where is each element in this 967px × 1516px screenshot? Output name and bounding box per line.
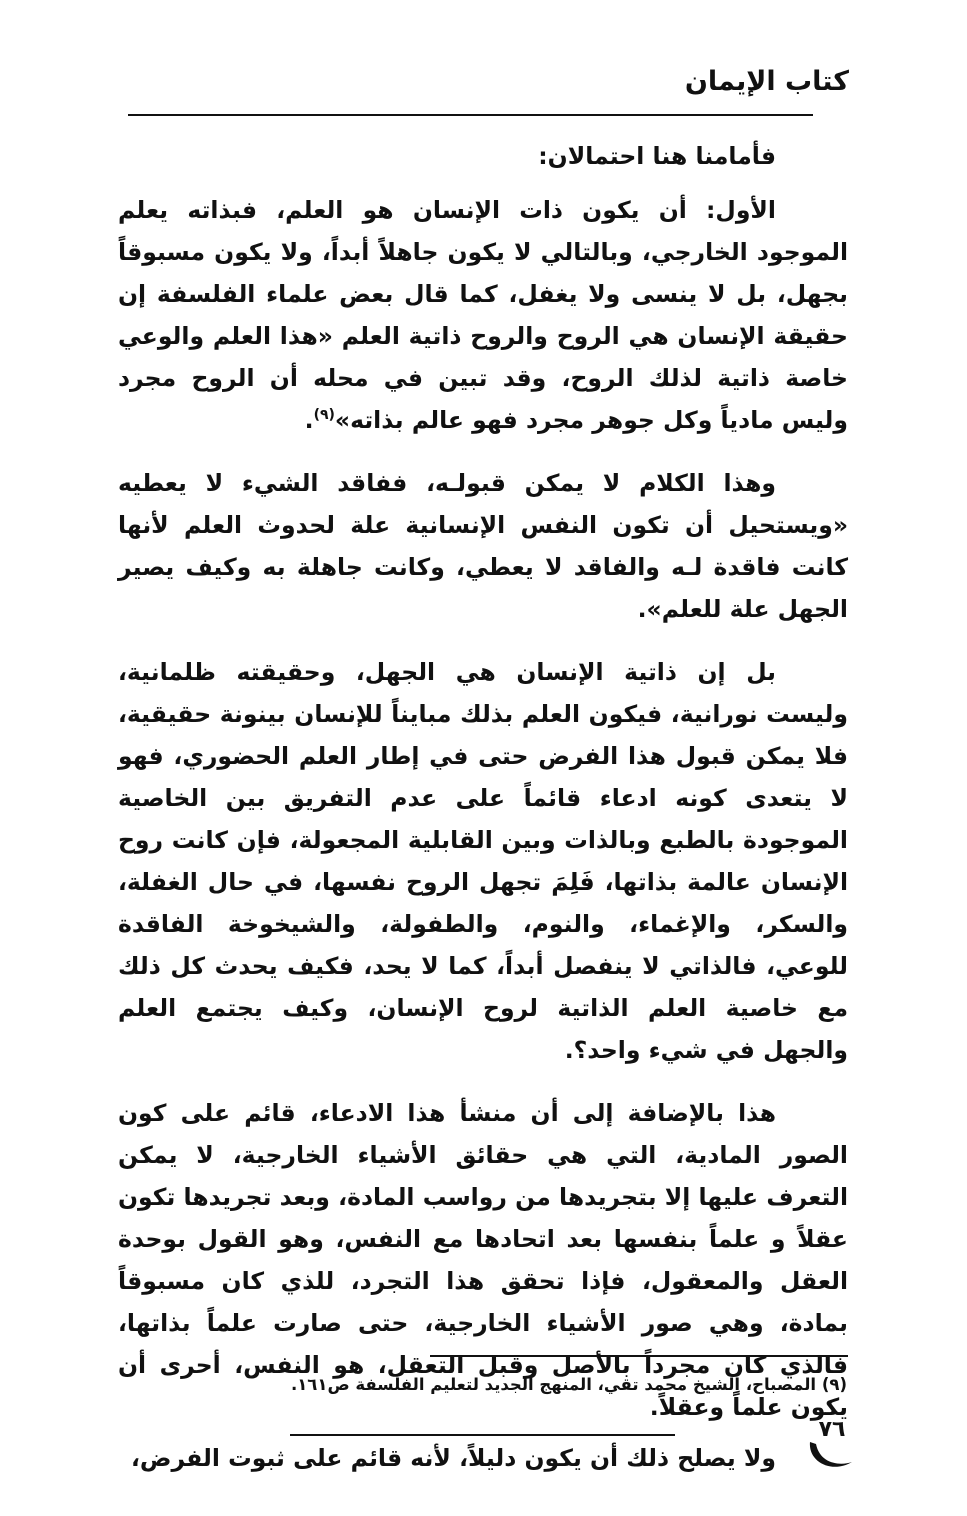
main-text [118, 135, 848, 1479]
footnote-divider [430, 1355, 848, 1357]
page-number: ٧٦ [818, 1417, 846, 1442]
footnote: (٩) المصباح، الشيخ محمد تقي، المنهج الجديد لتعليم الفلسفة ص١٦١. [290, 1375, 847, 1394]
footnote-reference: (٩) [313, 407, 335, 424]
header-divider [128, 114, 813, 116]
paragraph-conclusion: ولا يصلح ذلك أن يكون دليلاً، لأنه قائم على ثبوت الفرض، [130, 1444, 776, 1472]
paragraph-intro: فأمامنا هنا احتمالان: [538, 142, 776, 170]
page-number-ornament [806, 1436, 856, 1472]
paragraph-first-hypothesis: الأول: أن يكون ذات الإنسان هو العلم، فبذاته يعلم الموجود الخارجي، وبالتالي لا يكون جاهلاً أبداً، ولا يكون مسبوقاً بجهل، بل لا ينسى ولا يغفل، كما قال بعض علماء الفلسفة إن حقيقة الإنسان هي الروح والروح ذاتية العلم «هذا العلم والوعي خاصة ذاتية لذلك الروح، وقد تبين في محله أن الروح مجرد وليس مادياً وكل جوهر مجرد فهو عالم بذاته»$^{(٩)}$. [118, 196, 848, 434]
paragraph-rebuttal: وهذا الكلام لا يمكن قبولـه، ففاقد الشيء لا يعطيه «ويستحيل أن تكون النفس الإنسانية علة لحدوث العلم لأنها كانت فاقدة لـه والفاقد لا يعطي، وكانت جاهلة به وكيف يصير الجهل علة للعلم». [118, 469, 848, 623]
paragraph-abstraction: هذا بالإضافة إلى أن منشأ هذا الادعاء، قائم على كون الصور المادية، التي هي حقائق الأشياء الخارجية، لا يمكن التعرف عليها إلا بتجريدها من رواسب المادة، وبعد تجريدها تكون عقلاً و علماً بنفسها بعد اتحادها مع النفس، وهو القول بوحدة العقل والمعقول، فإذا تحقق هذا التجرد، للذي كان مسبوقاً بمادة، وهي صور الأشياء الخارجية، حتى صارت علماً بذاتها، فالذي كان مجرداً بالأصل وقبل التعقل، هو النفس، أحرى أن يكون علماً وعقلاً. [118, 1099, 848, 1421]
bottom-divider [290, 1434, 675, 1436]
book-title-logo: كتاب الإيمان [684, 66, 849, 97]
paragraph-ignorance: بل إن ذاتية الإنسان هي الجهل، وحقيقته ظلمانية، وليست نورانية، فيكون العلم بذلك مبايناً للإنسان بينونة حقيقية، فلا يمكن قبول هذا الفرض حتى في إطار العلم الحضوري، فهو لا يتعدى كونه ادعاء قائماً على عدم التفريق بين الخاصية الموجودة بالطبع وبالذات وبين القابلية المجعولة، فإن كانت روح الإنسان عالمة بذاتها، فَلِمَ تجهل الروح نفسها، في حال الغفلة، والسكر، والإغماء، والنوم، والطفولة، والشيخوخة الفاقدة للوعي، فالذاتي لا ينفصل أبداً، كما لا يحد، فكيف يحدث كل ذلك مع خاصية العلم الذاتية لروح الإنسان، وكيف يجتمع العلم والجهل في شيء واحد؟. [118, 658, 848, 1064]
paragraph-first-hypothesis-text: الأول: أن يكون ذات الإنسان هو العلم، فبذاته يعلم الموجود الخارجي، وبالتالي لا يكون جاهلاً أبداً، ولا يكون مسبوقاً بجهل، بل لا ينسى ولا يغفل، كما قال بعض علماء الفلسفة إن حقيقة الإنسان هي الروح والروح ذاتية العلم «هذا العلم والوعي خاصة ذاتية لذلك الروح، وقد تبين في محله أن الروح مجرد وليس مادياً وكل جوهر مجرد فهو عالم بذاته» [118, 196, 848, 434]
